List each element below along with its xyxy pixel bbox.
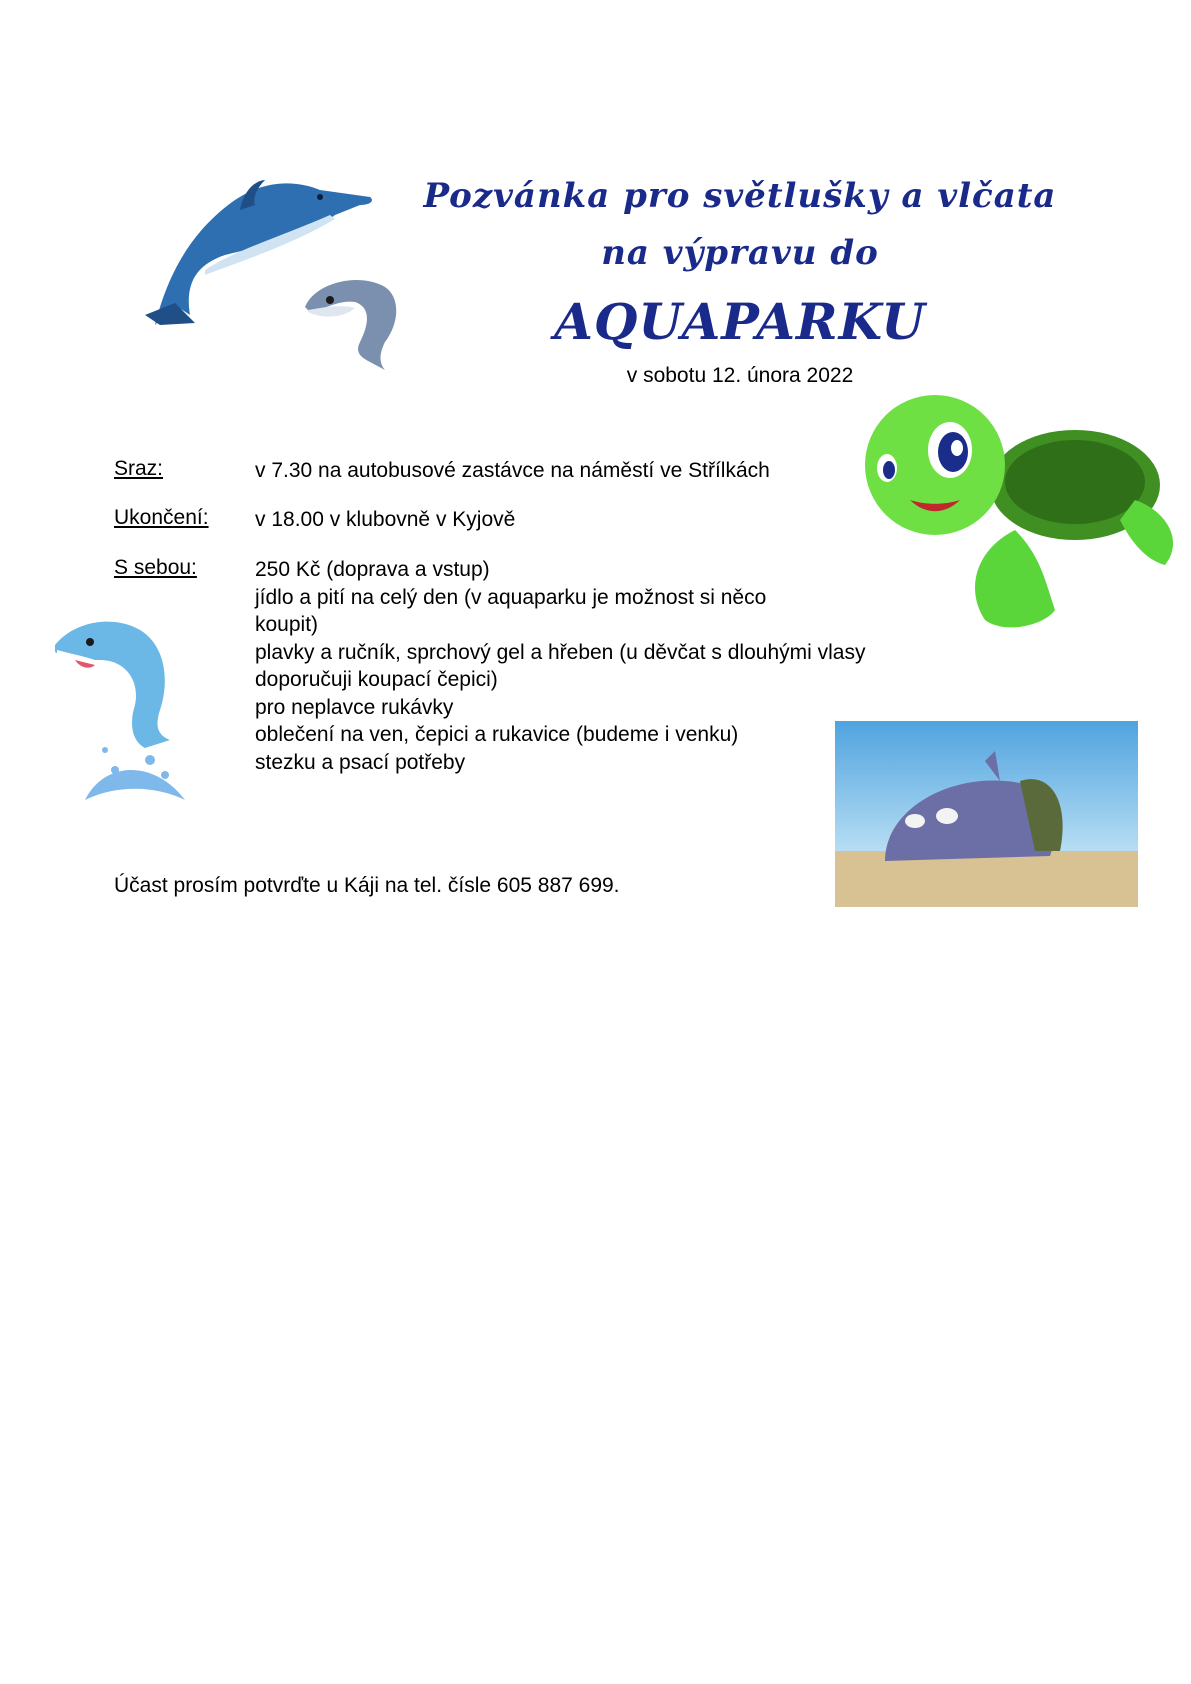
bring-label: S sebou: xyxy=(114,556,197,579)
bring-item: doporučuji koupací čepici) xyxy=(255,668,498,691)
confirmation-note: Účast prosím potvrďte u Káji na tel. čísle 605 887 699. xyxy=(114,874,620,897)
bring-item: plavky a ručník, sprchový gel a hřeben (u děvčat s dlouhými vlasy xyxy=(255,640,866,664)
title-line-2: na výpravu do xyxy=(601,233,879,273)
meeting-label: Sraz: xyxy=(114,457,164,480)
bring-list xyxy=(255,556,975,776)
bring-item: stezku a psací potřeby xyxy=(255,750,466,774)
title-main: AQUAPARKU xyxy=(554,292,926,351)
bring-item: koupit) xyxy=(255,613,319,636)
bring-item: pro neplavce rukávky xyxy=(255,695,454,719)
bring-item: oblečení na ven, čepici a rukavice (budeme i venku) xyxy=(255,723,739,746)
end-value: v 18.00 v klubovně v Kyjově xyxy=(255,508,516,531)
small-dolphin-image xyxy=(300,262,410,372)
bring-item: jídlo a pití na celý den (v aquaparku je možnost si něco xyxy=(255,585,767,609)
meeting-value: v 7.30 na autobusové zastávce na náměstí ve Střílkách xyxy=(255,459,770,482)
jumping-dolphin-image xyxy=(45,610,205,810)
end-label: Ukončení: xyxy=(114,506,209,529)
event-date: v sobotu 12. února 2022 xyxy=(626,364,854,387)
bring-item: 250 Kč (doprava a vstup) xyxy=(255,558,490,581)
title-line-1: Pozvánka pro světlušky a vlčata xyxy=(423,176,1057,216)
